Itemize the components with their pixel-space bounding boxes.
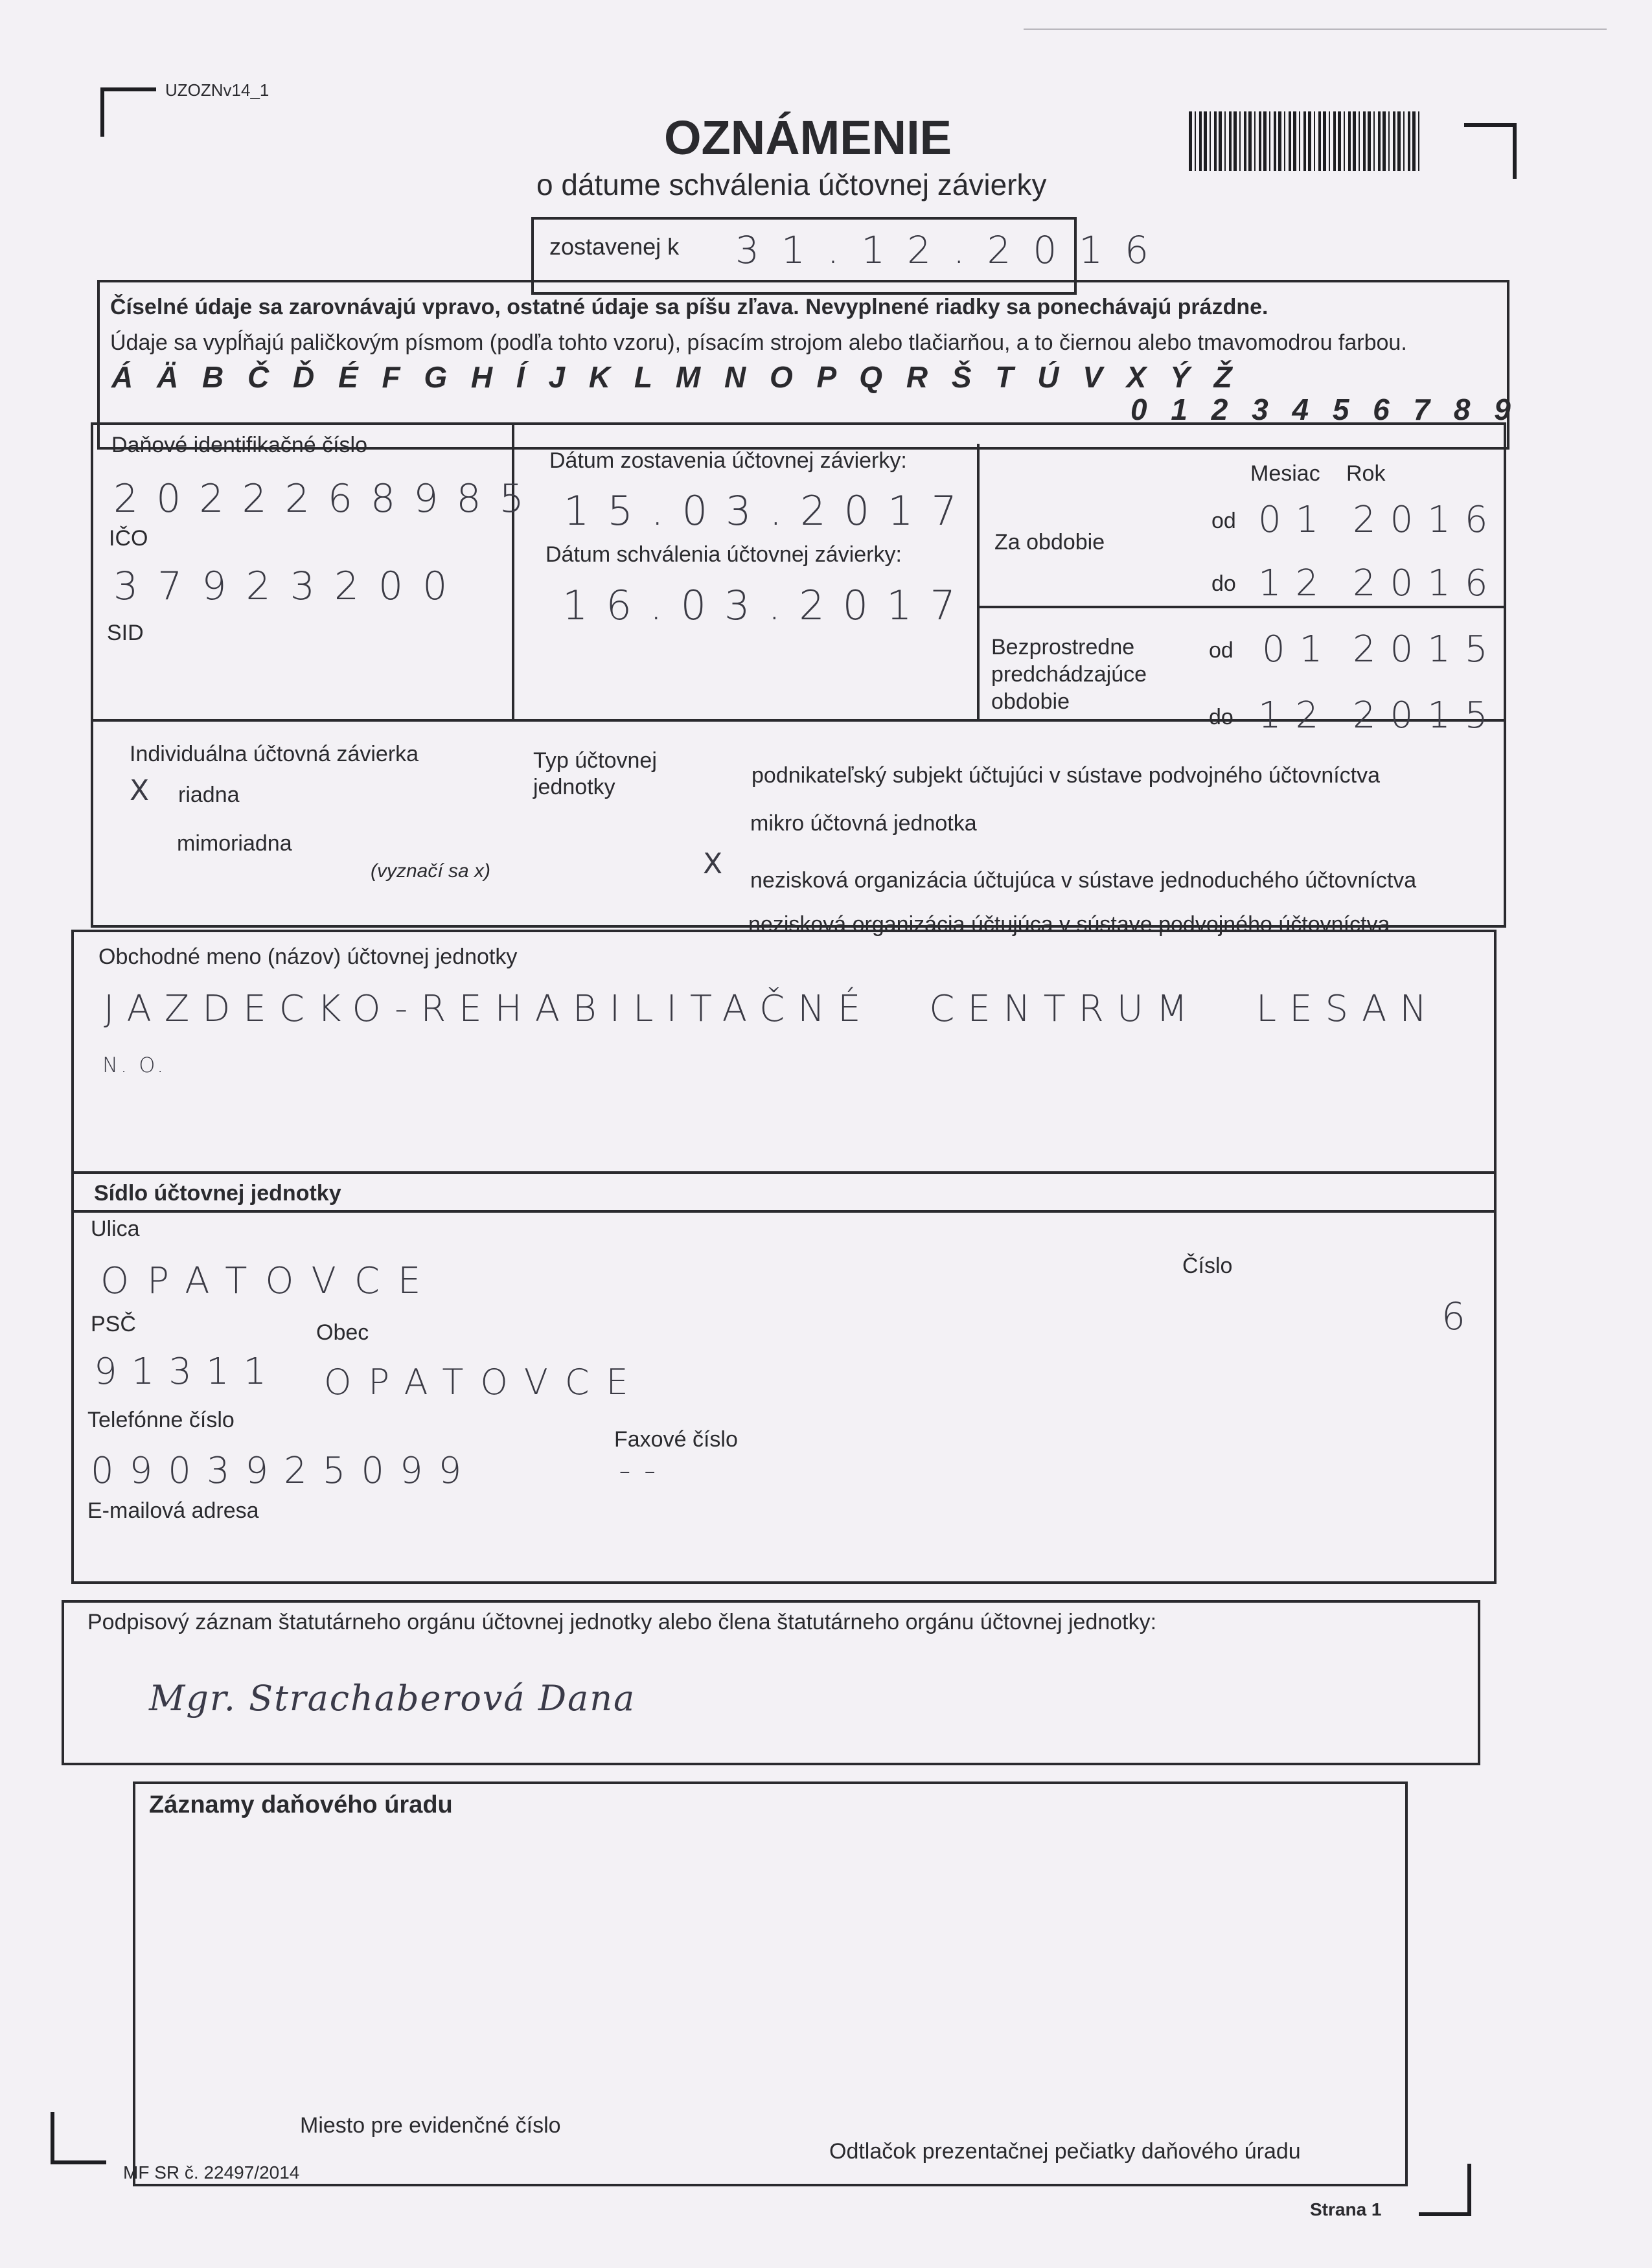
zip-value[interactable]: 91311 [94, 1351, 281, 1393]
stamp-place-label: Odtlačok prezentačnej pečiatky daňového úradu [829, 2139, 1301, 2164]
previous-to-month[interactable]: 12 [1258, 694, 1333, 737]
business-name-label: Obchodné meno (názov) účtovnej jednotky [98, 945, 518, 969]
extraordinary-statement-option: mimoriadna [177, 831, 292, 856]
fax-value[interactable]: -- [619, 1451, 669, 1490]
page-number: Strana 1 [1310, 2199, 1382, 2219]
business-name-line-1[interactable]: JAZDECKO-REHABILITAČNÉ CENTRUM LESAN [104, 988, 1440, 1030]
current-from-year[interactable]: 2016 [1353, 499, 1502, 541]
footer-code: MF SR č. 22497/2014 [123, 2162, 300, 2182]
fax-label: Faxové číslo [614, 1427, 738, 1452]
unit-type-option-2[interactable]: mikro účtovná jednotka [750, 811, 977, 836]
year-column-label: Rok [1346, 461, 1386, 486]
tax-office-heading: Záznamy daňového úradu [149, 1791, 453, 1818]
corner-mark-top-right [1464, 123, 1517, 179]
unit-type-option-3[interactable]: nezisková organizácia účtujúca v sústave jednoduchého účtovníctva [750, 868, 1417, 893]
regular-statement-mark[interactable]: X [130, 774, 150, 807]
top-edge-line [1024, 29, 1607, 30]
email-label: E-mailová adresa [87, 1498, 259, 1523]
previous-period-label-2: predchádzajúce [991, 662, 1147, 687]
date-approved-label: Dátum schválenia účtovnej závierky: [545, 542, 902, 567]
prepared-as-of-label: zostavenej k [549, 233, 680, 260]
current-to-label: do [1211, 571, 1236, 596]
number-label: Číslo [1182, 1254, 1233, 1278]
city-value[interactable]: OPATOVCE [324, 1362, 645, 1403]
date-prepared-label: Dátum zostavenia účtovnej závierky: [549, 448, 907, 473]
divider-address-heading-top [71, 1171, 1497, 1174]
business-name-line-2[interactable]: N. O. [102, 1053, 166, 1077]
month-column-label: Mesiac [1250, 461, 1320, 486]
city-label: Obec [316, 1320, 369, 1345]
previous-from-year[interactable]: 2015 [1353, 628, 1502, 670]
unit-type-heading-2: jednotky [533, 775, 615, 799]
sample-digits: 0 1 2 3 4 5 6 7 8 9 [1130, 393, 1515, 426]
date-prepared-value[interactable]: 15.03.2017 [564, 487, 975, 534]
registry-number-place-label: Miesto pre evidenčné číslo [300, 2113, 561, 2138]
ico-label: IČO [109, 526, 148, 551]
current-period-label: Za obdobie [994, 530, 1105, 555]
number-value[interactable]: 6 [1441, 1294, 1465, 1338]
ico-value[interactable]: 37923200 [113, 564, 467, 609]
previous-to-year[interactable]: 2015 [1353, 694, 1502, 737]
form-code: UZOZNv14_1 [165, 80, 270, 100]
corner-mark-bottom-left [51, 2112, 106, 2164]
divider-dates-period [977, 444, 980, 721]
unit-type-mark[interactable]: X [703, 847, 723, 880]
dic-value[interactable]: 2022268985 [113, 476, 542, 521]
previous-period-label-1: Bezprostredne [991, 635, 1135, 659]
corner-mark-top-left [100, 87, 156, 137]
prepared-as-of-value: 31.12.2016 [735, 228, 1171, 272]
divider-ids-dates [512, 422, 514, 720]
barcode [1189, 111, 1422, 171]
dic-label: Daňové identifikačné číslo [111, 433, 368, 457]
date-approved-value[interactable]: 16.03.2017 [562, 582, 974, 629]
unit-type-option-4[interactable]: nezisková organizácia účtujúca v sústave podvojného účtovníctva [748, 912, 1390, 937]
unit-type-heading-1: Typ účtovnej [533, 748, 657, 773]
page-title: OZNÁMENIE [664, 111, 952, 165]
regular-statement-option: riadna [178, 783, 240, 807]
current-to-year[interactable]: 2016 [1353, 562, 1502, 604]
unit-type-option-1[interactable]: podnikateľský subjekt účtujúci v sústave podvojného účtovníctva [751, 763, 1381, 788]
previous-period-label-3: obdobie [991, 689, 1070, 714]
instructions-line-2: Údaje sa vypĺňajú paličkovým písmom (podľa tohto vzoru), písacím strojom alebo tlačiarňou, a to čiernou alebo tmavomodrou farbou. [110, 330, 1407, 355]
previous-from-label: od [1209, 638, 1233, 663]
corner-mark-bottom-right [1419, 2164, 1471, 2216]
previous-to-label: do [1209, 705, 1233, 729]
statement-type-heading: Individuálna účtovná závierka [130, 742, 419, 766]
zip-label: PSČ [91, 1312, 136, 1336]
address-heading: Sídlo účtovnej jednotky [94, 1181, 341, 1206]
street-value[interactable]: OPATOVCE [100, 1260, 439, 1302]
divider-period-rows [977, 606, 1506, 608]
phone-label: Telefónne číslo [87, 1408, 235, 1432]
phone-value[interactable]: 0903925099 [91, 1450, 477, 1492]
signature-value[interactable]: Mgr. Strachaberová Dana [149, 1678, 636, 1719]
current-from-month[interactable]: 01 [1258, 499, 1333, 541]
mark-hint: (vyznačí sa x) [371, 860, 491, 882]
previous-from-month[interactable]: 01 [1262, 628, 1337, 670]
sample-alphabet: Á Ä B Č Ď É F G H Í J K L M N O P Q R Š T Ú V X Ý Ž [111, 360, 1239, 394]
divider-address-heading-bottom [71, 1210, 1497, 1213]
signature-label: Podpisový záznam štatutárneho orgánu účtovnej jednotky alebo člena štatutárneho orgánu účtovnej jednotky: [87, 1610, 1157, 1634]
instructions-line-1: Číselné údaje sa zarovnávajú vpravo, ostatné údaje sa píšu zľava. Nevyplnené riadky sa ponechávajú prázdne. [110, 295, 1268, 319]
sid-label: SID [107, 621, 144, 645]
page-subtitle: o dátume schválenia účtovnej závierky [536, 168, 1047, 201]
street-label: Ulica [91, 1217, 140, 1241]
current-to-month[interactable]: 12 [1258, 562, 1333, 604]
current-from-label: od [1211, 509, 1236, 533]
